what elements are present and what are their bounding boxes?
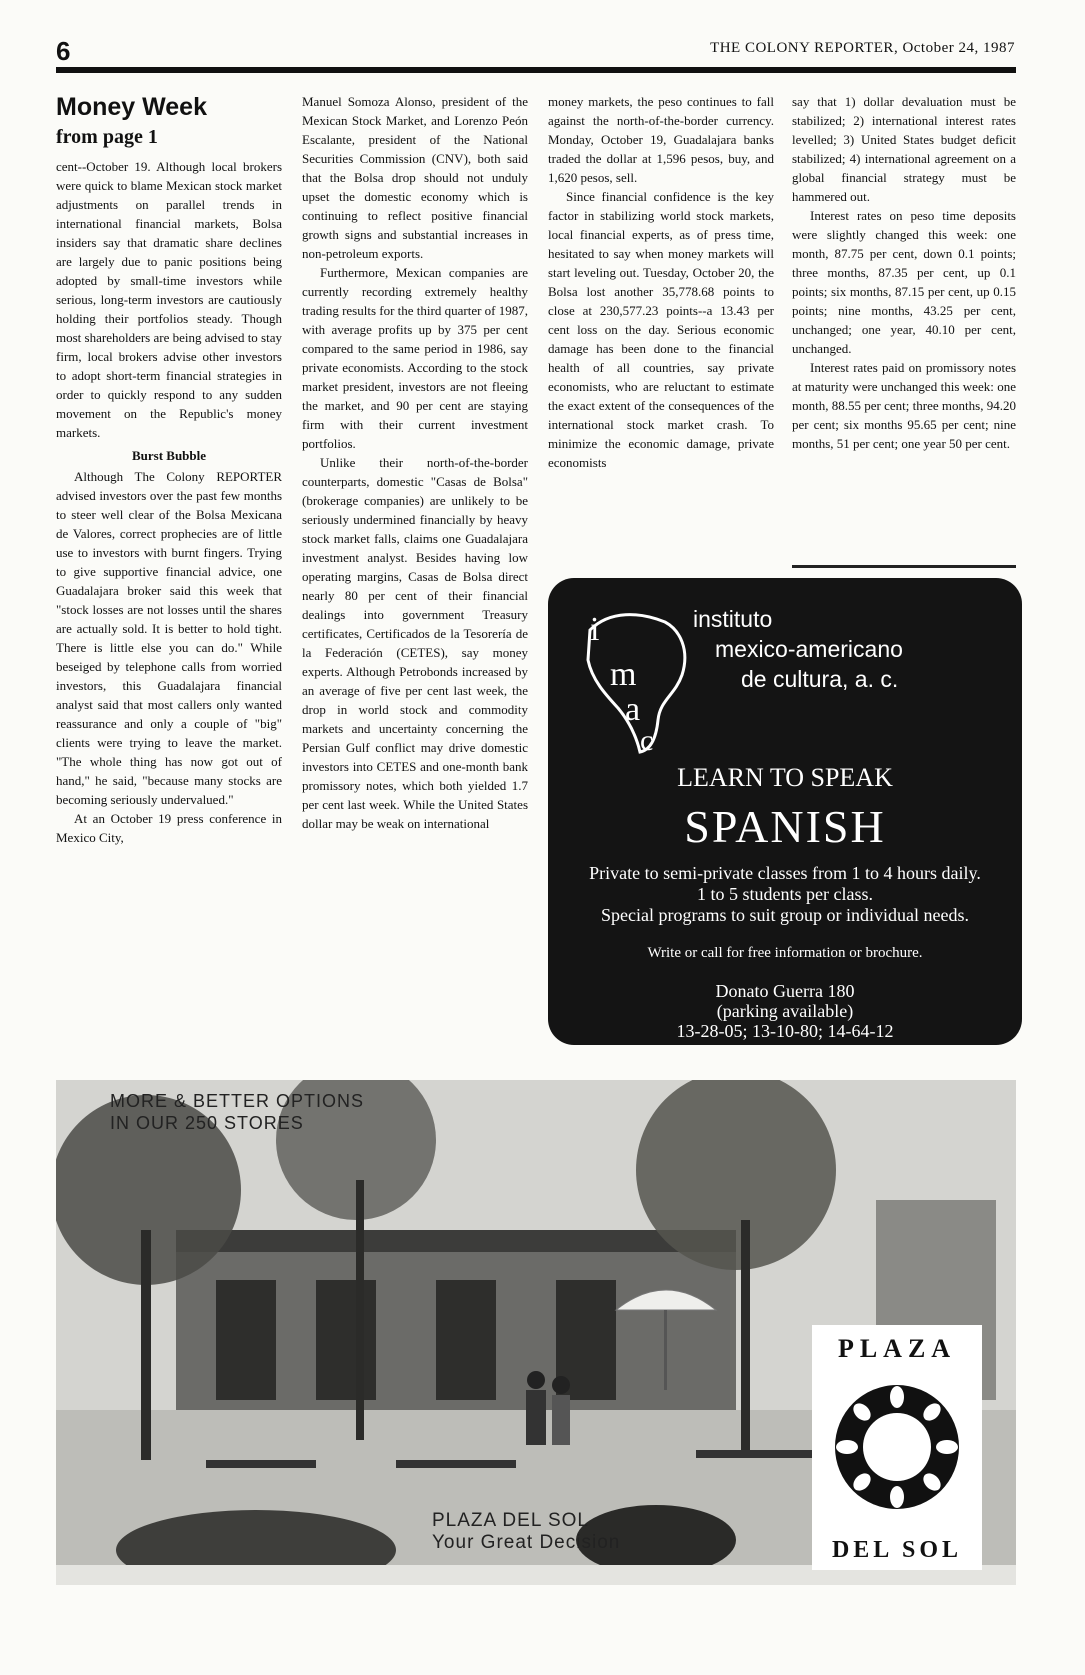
ad-spanish-heading: SPANISH [684,801,886,852]
photo-caption-bottom [432,1510,620,1554]
ad-description [548,863,1022,926]
ad-line: Special programs to suit group or individual needs. [601,905,969,925]
paragraph: Unlike their north-of-the-border counterparts, domestic "Casas de Bolsa" (brokerage companies) are unlikely to be seriously undermined financially by heavy stock market falls, claims one Guadalajara investment analyst. Besides having low operating margins, Casas de Bolsa direct nearly 80 per cent of their financial dealings into government Treasury certificates, Certificados de la Tesorería de la Federación (CETES), say money experts. Although Petrobonds increased by an average of five per cent last week, the drop in world stock and commodity markets and uncertainty concerning the Persian Gulf conflict may drive domestic investors into CETES and one-month bank promissory notes, which both yielded 1.7 per cent last week. While the United States dollar may be weak on international [302,455,528,831]
article-column-4 [792,92,1016,453]
ad-address [548,981,1022,1041]
org-line: mexico-americano [715,636,903,662]
from-page-line: from page 1 [56,126,158,148]
logo-letter-c: c [640,724,654,757]
ad-call-to-action: Write or call for free information or brochure. [647,945,923,961]
paragraph: say that 1) dollar devaluation must be stabilized; 2) international interest rates levelled; 3) United States budget deficit stabilized; 4) international agreement on a global financial strategy must be hammered out. [792,94,1016,204]
ad-line: Private to semi-private classes from 1 to 4 hours daily. [589,863,981,883]
paragraph: Interest rates on peso time deposits were slightly changed this week: one month, 87.75 per cent, down 0.1 points; three months, 87.35 per cent, up 0.1 points; six months, 87.15 per cent, up 0.15 points; nine months, 43.25 per cent, unchanged; one year, 40.10 per cent, unchanged. [792,208,1016,356]
logo-letter-i: i [590,611,600,648]
column-end-rule [792,565,1016,568]
paragraph: money markets, the peso continues to fall against the north-of-the-border currency. Monday, October 19, Guadalajara banks traded the dollar at 1,596 pesos, buy, and 1,620 pesos, sell. [548,94,774,185]
caption-line: Your Great Decision [432,1532,621,1553]
logo-letter-a: a [625,691,641,728]
caption-line: IN OUR 250 STORES [110,1113,304,1133]
paragraph: cent--October 19. Although local brokers were quick to blame Mexican stock market adjustments on parallel trends in international financial markets, Bolsa insiders say that dramatic share declines are largely due to panic positions being adopted by small-time investors while serious, long-term investors are cautiously holding their portfolios steady. Though most shareholders are being advised to stay firm, local brokers advise other investors to adopt short-term financial strategies in order to quickly respond to any sudden movement on the Republic's money markets. [56,159,282,440]
ad-phone-numbers: 13-28-05; 13-10-80; 14-64-12 [676,1021,894,1041]
paragraph: Furthermore, Mexican companies are currently recording extremely healthy trading results for the third quarter of 1987, with average profits up by 375 per cent compared to the same period in 1986, say private economists. According to the stock market president, investors are not fleeing the market, and 90 per cent are staying firm with their current investment portfolios. [302,265,528,451]
ad-line: 1 to 5 students per class. [697,884,873,904]
page-number: 6 [56,36,71,66]
caption-line: MORE & BETTER OPTIONS [110,1091,365,1111]
paragraph: Interest rates paid on promissory notes at maturity were unchanged this week: one month, 88.55 per cent; three months, 94.20 per cent; six months 95.65 per cent; nine months, 51 per cent; one year 50 per cent. [792,360,1016,451]
org-line: instituto [693,606,773,632]
ad-address-line: Donato Guerra 180 [715,981,855,1001]
paragraph: Manuel Somoza Alonso, president of the Mexican Stock Market, and Lorenzo Peón Escalante, president of the National Securities Commission (CNV), both said that the Bolsa drop should not unduly upset the domestic economy which is continuing to reflect positive financial growth signs and substantial increases in non-petroleum exports. [302,94,528,261]
org-line: de cultura, a. c. [741,666,899,692]
article-column-3 [548,92,774,472]
spanish-school-ad [548,578,1022,1045]
masthead: THE COLONY REPORTER, October 24, 1987 [710,40,1015,56]
subhead: Burst Bubble [131,448,207,463]
ad-learn-heading: LEARN TO SPEAK [677,763,893,792]
paragraph: Although The Colony REPORTER advised investors over the past few months to steer well clear of the Bolsa Mexicana de Valores, correct prophecies are of little use to investors with burnt fingers. Trying to give supportive financial advice, one Guadalajara broker said this week that "stock losses are not losses until the shares are actually sold. It is better to hold tight. There is little else you can do." While beseiged by telephone calls from worried investors, this Guadalajara financial analyst said that most callers only wanted reassurance and only a couple of "big" clients were trying to leave the market. "The whole thing has now got out of hand," he said, "because many stocks are becoming seriously undervalued." [56,469,282,807]
headline: Money Week [56,93,207,121]
logo-top-text: PLAZA [837,1334,957,1363]
caption-line: PLAZA DEL SOL [432,1510,589,1531]
org-name [693,604,903,694]
ad-address-line: (parking available) [716,1001,854,1021]
logo-bottom-text: DEL SOL [831,1537,963,1563]
photo-caption-top [110,1090,364,1134]
top-rule [56,67,1016,73]
paragraph: Since financial confidence is the key factor in stabilizing world stock markets, local financial experts, as of press time, hesitated to say when money markets will start leveling out. Tuesday, October 20, the Bolsa lost another 35,778.68 points to close at 230,577.23 points--a 13.43 per cent loss on the day. Serious economic damage has been done to the financial health of all countries, say private economists, who are reluctant to estimate the exact extent of the consequences of the international stock market crash. To minimize the economic damage, private economists [548,189,774,470]
article-column-2 [302,92,528,833]
plaza-del-sol-logo [812,1325,982,1570]
paragraph: At an October 19 press conference in Mexico City, [56,811,282,845]
logo-letter-m: m [610,656,637,693]
article-column-1 [56,92,282,847]
